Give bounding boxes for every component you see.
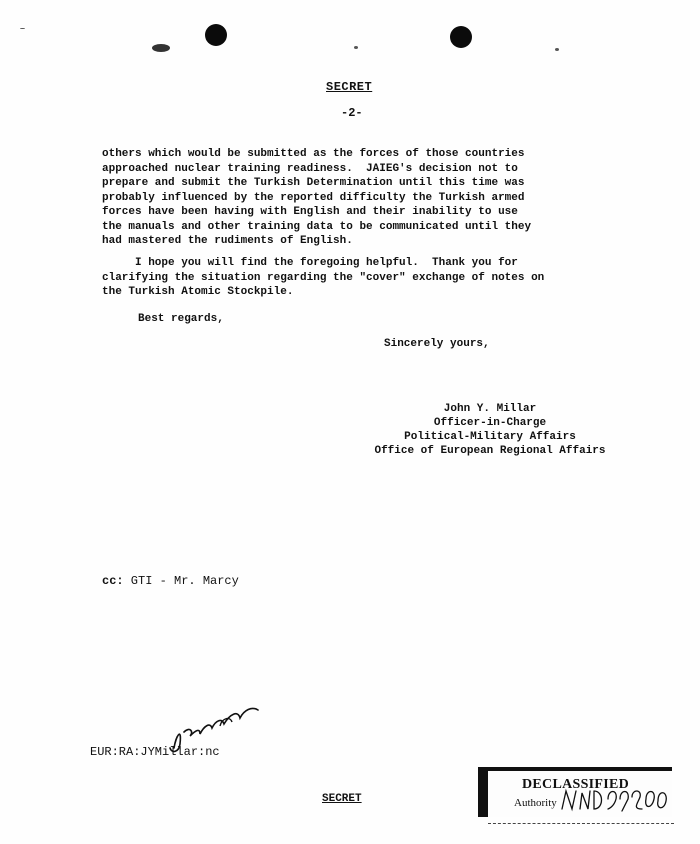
classification-header: SECRET <box>326 80 373 94</box>
scan-smudge <box>152 44 170 52</box>
stamp-title: DECLASSIFIED <box>522 777 630 792</box>
drafter-line: EUR:RA:JYMillar:nc <box>90 745 220 759</box>
cc-line <box>102 574 239 588</box>
punch-hole-right <box>450 26 472 48</box>
scan-speck <box>555 48 559 51</box>
page-number: -2- <box>341 106 363 120</box>
regards-line: Best regards, <box>138 313 224 325</box>
stamp-authority-label: Authority <box>514 797 557 809</box>
signer-name: John Y. Millar <box>443 403 537 415</box>
classification-footer: SECRET <box>322 793 362 805</box>
closing-line: Sincerely yours, <box>384 338 490 350</box>
signer-office: Office of European Regional Affairs <box>374 445 606 457</box>
body-paragraph-1: others which would be submitted as the forces of those countries approached nuclear training readiness. JAIEG's decision not to prepare and submit the Turkish Determination until this time was probably influenced by the reported difficulty the Turkish armed forces have been having with English and their inability to use the manuals and other training data to be communicated until they had mastered the rudiments of English. <box>102 148 532 247</box>
scan-speck <box>354 46 358 49</box>
cc-recipient: GTI - Mr. Marcy <box>123 574 239 588</box>
scan-speck <box>20 28 25 29</box>
body-paragraph-2: I hope you will find the foregoing helpful. Thank you for clarifying the situation regarding the "cover" exchange of notes on the Turkish Atomic Stockpile. <box>102 257 545 298</box>
stamp-authority-number <box>560 785 670 815</box>
stamp-underline <box>488 823 674 824</box>
signer-division: Political-Military Affairs <box>404 431 576 443</box>
punch-hole-left <box>205 24 227 46</box>
signer-title: Officer-in-Charge <box>433 417 547 429</box>
cc-mark: cc: <box>102 574 124 588</box>
